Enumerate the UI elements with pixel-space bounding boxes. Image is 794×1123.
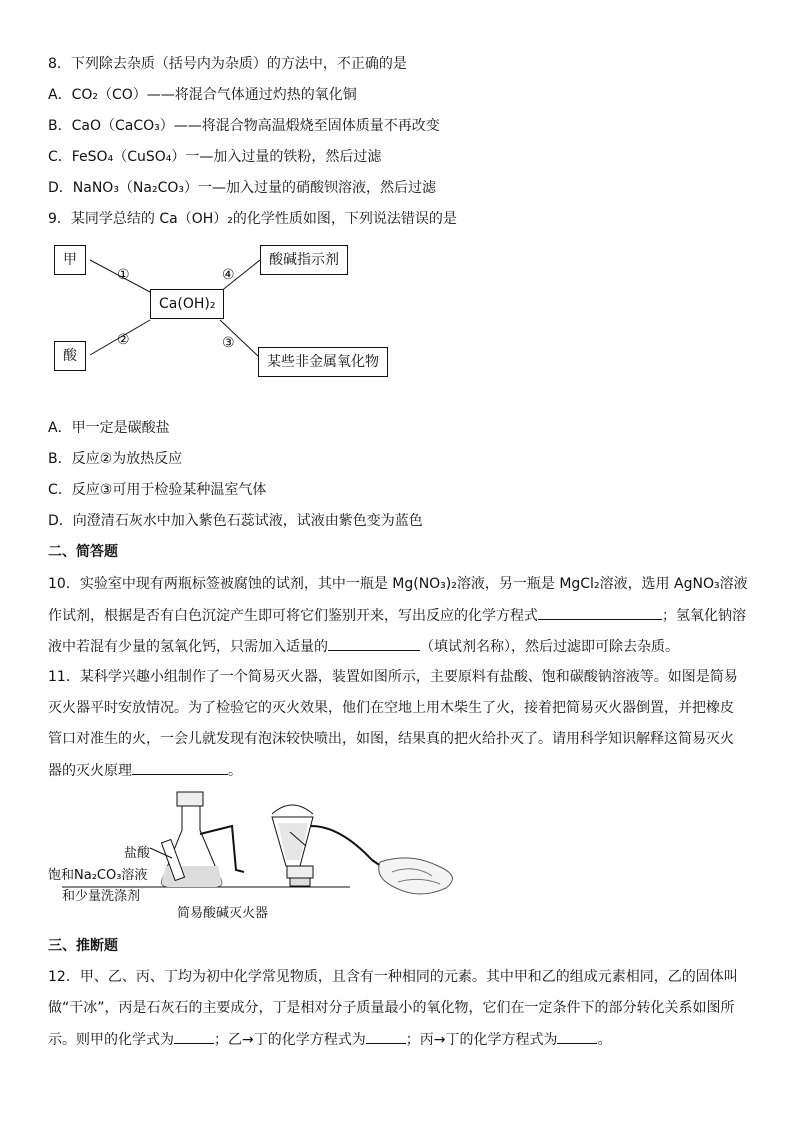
q8-option-c: C．FeSO₄（CuSO₄）一—加入过量的铁粉，然后过滤 <box>48 149 382 165</box>
label-1: ① <box>117 267 130 283</box>
box-jia: 甲 <box>54 245 86 275</box>
q11-line-2: 灭火器平时安放情况。为了检验它的灭火效果，他们在空地上用木柴生了火，接着把简易灭火器倒置，并把橡皮 <box>48 700 734 716</box>
q12-line-1: 12．甲、乙、丙、丁均为初中化学常见物质，且含有一种相同的元素。其中甲和乙的组成元素相同，乙的固体叫 <box>48 969 738 985</box>
label-solution-1: 饱和Na₂CO₃溶液 <box>48 868 148 883</box>
q11-line-3: 管口对准生的火，一会儿就发现有泡沫较快喷出，如图，结果真的把火给扑灭了。请用科学知识解释这简易灭火 <box>48 731 734 747</box>
label-hcl: 盐酸 <box>124 846 151 861</box>
label-4: ④ <box>222 267 235 283</box>
q12-blank-yi-ding[interactable] <box>366 1029 406 1044</box>
q11-line-4: 器的灭火原理 。 <box>48 760 242 781</box>
label-solution-2: 和少量洗涤剂 <box>62 889 141 904</box>
q10-line-2: 作试剂，根据是否有白色沉淀产生即可将它们鉴别开来，写出反应的化学方程式 ；氢氧化钠溶 <box>48 605 746 626</box>
q11-line-1: 11．某科学兴趣小组制作了一个简易灭火器，装置如图所示，主要原料有盐酸、饱和碳酸钠溶液等。如图是简易 <box>48 669 738 685</box>
section-3-heading: 三、推断题 <box>48 938 118 954</box>
box-center: Ca(OH)₂ <box>150 289 224 319</box>
section-2-heading: 二、简答题 <box>48 544 118 560</box>
q9-stem: 9．某同学总结的 Ca（OH）₂的化学性质如图，下列说法错误的是 <box>48 211 457 227</box>
q9-option-b: B．反应②为放热反应 <box>48 451 183 467</box>
box-indicator: 酸碱指示剂 <box>260 245 348 275</box>
q9-option-a: A．甲一定是碳酸盐 <box>48 420 170 436</box>
figure-caption: 简易酸碱灭火器 <box>177 906 269 921</box>
q8-option-d: D．NaNO₃（Na₂CO₃）一—加入过量的硝酸钡溶液，然后过滤 <box>48 180 437 196</box>
flask-inverted <box>272 805 452 894</box>
q9-option-c: C．反应③可用于检验某种温室气体 <box>48 482 267 498</box>
label-3: ③ <box>222 335 235 351</box>
q12-line-2: 做“干冰”，丙是石灰石的主要成分，丁是相对分子质量最小的氧化物，它们在一定条件下的部分转化关系如图所 <box>48 1000 735 1016</box>
q12-blank-jia[interactable] <box>174 1029 214 1044</box>
q9-option-d: D．向澄清石灰水中加入紫色石蕊试液，试液由紫色变为蓝色 <box>48 513 423 529</box>
box-oxide: 某些非金属氧化物 <box>258 347 388 377</box>
label-2: ② <box>117 332 130 348</box>
box-acid: 酸 <box>54 341 86 371</box>
q12-line-3: 示。则甲的化学式为 ；乙→丁的化学方程式为 ；丙→丁的化学方程式为 。 <box>48 1029 611 1050</box>
q8-option-b: B．CaO（CaCO₃）——将混合物高温煅烧至固体质量不再改变 <box>48 118 440 134</box>
q10-line-1: 10．实验室中现有两瓶标签被腐蚀的试剂，其中一瓶是 Mg(NO₃)₂溶液，另一瓶是 MgCl₂溶液，选用 AgNO₃溶液 <box>48 576 748 592</box>
q8-stem: 8．下列除去杂质（括号内为杂质）的方法中，不正确的是 <box>48 56 407 72</box>
q10-line-3: 液中若混有少量的氢氧化钙，只需加入适量的 （填试剂名称），然后过滤即可除去杂质。 <box>48 636 679 657</box>
q8-option-a: A．CO₂（CO）——将混合气体通过灼热的氧化铜 <box>48 87 357 103</box>
flask-upright <box>150 792 244 887</box>
q12-blank-bing-ding[interactable] <box>557 1029 597 1044</box>
